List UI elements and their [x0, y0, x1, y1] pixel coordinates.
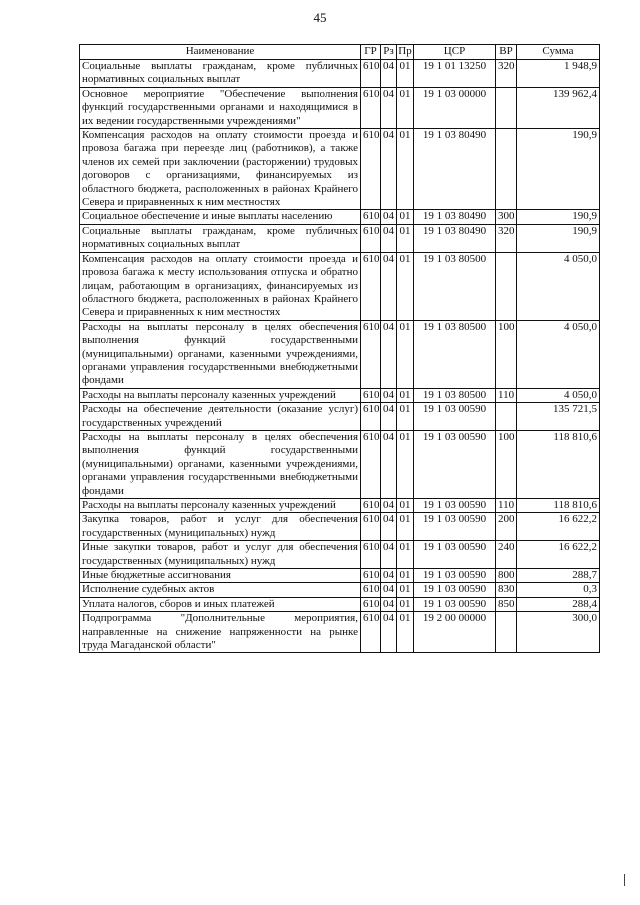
cell-name: Социальные выплаты гражданам, кроме публичных нормативных социальных выплат	[80, 224, 361, 252]
scan-mark	[624, 874, 625, 886]
cell-vr	[496, 87, 517, 128]
cell-pr: 01	[397, 541, 414, 569]
cell-name: Расходы на выплаты персоналу в целях обеспечения выполнения функций государственными (муниципальными) органами, казенными учреждениями, органами управления государственными внебюджетными фондами	[80, 320, 361, 388]
cell-gr: 610	[361, 320, 381, 388]
table-header-row	[80, 45, 600, 60]
table-row	[80, 87, 600, 128]
cell-vr	[496, 129, 517, 210]
cell-rz: 04	[381, 569, 397, 583]
cell-rz: 04	[381, 210, 397, 224]
cell-gr: 610	[361, 60, 381, 88]
cell-name: Основное мероприятие "Обеспечение выполнения функций государственными органами и находящимися в их ведении государственными учреждениями"	[80, 87, 361, 128]
cell-name: Исполнение судебных актов	[80, 583, 361, 597]
cell-rz: 04	[381, 129, 397, 210]
cell-vr: 100	[496, 430, 517, 498]
cell-sum: 4 050,0	[517, 388, 600, 402]
cell-name: Уплата налогов, сборов и иных платежей	[80, 597, 361, 611]
cell-gr: 610	[361, 403, 381, 431]
cell-sum: 4 050,0	[517, 320, 600, 388]
cell-sum: 118 810,6	[517, 430, 600, 498]
cell-csr: 19 1 03 00590	[414, 541, 496, 569]
cell-sum: 190,9	[517, 210, 600, 224]
cell-csr: 19 1 03 80500	[414, 252, 496, 320]
cell-vr	[496, 403, 517, 431]
budget-table	[79, 44, 600, 653]
table-row	[80, 388, 600, 402]
cell-vr: 320	[496, 60, 517, 88]
cell-pr: 01	[397, 388, 414, 402]
cell-rz: 04	[381, 597, 397, 611]
table-row	[80, 597, 600, 611]
cell-rz: 04	[381, 87, 397, 128]
cell-pr: 01	[397, 129, 414, 210]
cell-sum: 288,4	[517, 597, 600, 611]
cell-rz: 04	[381, 513, 397, 541]
cell-pr: 01	[397, 513, 414, 541]
cell-pr: 01	[397, 583, 414, 597]
cell-pr: 01	[397, 60, 414, 88]
cell-rz: 04	[381, 224, 397, 252]
cell-rz: 04	[381, 403, 397, 431]
cell-gr: 610	[361, 583, 381, 597]
cell-name: Иные бюджетные ассигнования	[80, 569, 361, 583]
cell-csr: 19 1 03 80490	[414, 224, 496, 252]
cell-vr: 110	[496, 388, 517, 402]
cell-vr: 830	[496, 583, 517, 597]
table-row	[80, 513, 600, 541]
table-row	[80, 129, 600, 210]
cell-rz: 04	[381, 430, 397, 498]
page-number: 45	[313, 10, 327, 25]
cell-rz: 04	[381, 583, 397, 597]
cell-csr: 19 1 03 00590	[414, 499, 496, 513]
cell-name: Иные закупки товаров, работ и услуг для обеспечения государственных (муниципальных) нужд	[80, 541, 361, 569]
cell-vr: 850	[496, 597, 517, 611]
cell-sum: 4 050,0	[517, 252, 600, 320]
cell-csr: 19 1 01 13250	[414, 60, 496, 88]
header-vr: ВР	[496, 45, 517, 60]
cell-vr: 320	[496, 224, 517, 252]
table-row	[80, 60, 600, 88]
cell-pr: 01	[397, 597, 414, 611]
cell-name: Закупка товаров, работ и услуг для обеспечения государственных (муниципальных) нужд	[80, 513, 361, 541]
cell-gr: 610	[361, 513, 381, 541]
cell-vr: 200	[496, 513, 517, 541]
cell-gr: 610	[361, 499, 381, 513]
cell-sum: 16 622,2	[517, 513, 600, 541]
cell-name: Социальные выплаты гражданам, кроме публичных нормативных социальных выплат	[80, 60, 361, 88]
cell-sum: 139 962,4	[517, 87, 600, 128]
cell-pr: 01	[397, 210, 414, 224]
cell-sum: 0,3	[517, 583, 600, 597]
header-sum: Сумма	[517, 45, 600, 60]
table-row	[80, 210, 600, 224]
cell-sum: 135 721,5	[517, 403, 600, 431]
table-row	[80, 252, 600, 320]
table-row	[80, 403, 600, 431]
cell-csr: 19 1 03 80490	[414, 210, 496, 224]
cell-gr: 610	[361, 224, 381, 252]
cell-gr: 610	[361, 430, 381, 498]
cell-csr: 19 1 03 80500	[414, 320, 496, 388]
cell-vr	[496, 252, 517, 320]
cell-name: Подпрограмма "Дополнительные мероприятия, направленные на снижение напряженности на рынке труда Магаданской области"	[80, 612, 361, 653]
cell-pr: 01	[397, 569, 414, 583]
table-row	[80, 430, 600, 498]
cell-csr: 19 1 03 00590	[414, 513, 496, 541]
header-rz: Рз	[381, 45, 397, 60]
cell-vr	[496, 612, 517, 653]
cell-name: Компенсация расходов на оплату стоимости проезда и провоза багажа при переезде лиц (работников), а также членов их семей при заключении (расторжении) трудовых договоров с организациями, финансируемых из областного бюджета, расположенных в районах Крайнего Севера и приравненных к ним местностях	[80, 129, 361, 210]
cell-rz: 04	[381, 252, 397, 320]
cell-vr: 800	[496, 569, 517, 583]
cell-name: Расходы на выплаты персоналу в целях обеспечения выполнения функций государственными (муниципальными) органами, казенными учреждениями, органами управления государственными внебюджетными фондами	[80, 430, 361, 498]
table-row	[80, 224, 600, 252]
cell-csr: 19 1 03 80490	[414, 129, 496, 210]
header-name: Наименование	[80, 45, 361, 60]
cell-sum: 288,7	[517, 569, 600, 583]
cell-vr: 110	[496, 499, 517, 513]
cell-pr: 01	[397, 87, 414, 128]
cell-pr: 01	[397, 612, 414, 653]
table-row	[80, 612, 600, 653]
cell-csr: 19 1 03 80500	[414, 388, 496, 402]
cell-csr: 19 1 03 00590	[414, 569, 496, 583]
cell-gr: 610	[361, 541, 381, 569]
cell-name: Расходы на выплаты персоналу казенных учреждений	[80, 388, 361, 402]
cell-sum: 1 948,9	[517, 60, 600, 88]
cell-gr: 610	[361, 129, 381, 210]
cell-csr: 19 1 03 00590	[414, 403, 496, 431]
cell-name: Компенсация расходов на оплату стоимости проезда и провоза багажа к месту использования отпуска и обратно лицам, работающим в организациях, финансируемых из областного бюджета, расположенных в районах Крайнего Севера и приравненных к ним местностях	[80, 252, 361, 320]
cell-rz: 04	[381, 60, 397, 88]
cell-rz: 04	[381, 612, 397, 653]
header-pr: Пр	[397, 45, 414, 60]
table-row	[80, 320, 600, 388]
cell-gr: 610	[361, 569, 381, 583]
cell-vr: 300	[496, 210, 517, 224]
cell-rz: 04	[381, 541, 397, 569]
cell-rz: 04	[381, 499, 397, 513]
table-row	[80, 541, 600, 569]
cell-pr: 01	[397, 403, 414, 431]
cell-pr: 01	[397, 499, 414, 513]
cell-sum: 190,9	[517, 129, 600, 210]
header-gr: ГР	[361, 45, 381, 60]
cell-gr: 610	[361, 210, 381, 224]
cell-rz: 04	[381, 388, 397, 402]
cell-pr: 01	[397, 430, 414, 498]
cell-pr: 01	[397, 320, 414, 388]
cell-csr: 19 2 00 00000	[414, 612, 496, 653]
cell-name: Расходы на обеспечение деятельности (оказание услуг) государственных учреждений	[80, 403, 361, 431]
cell-rz: 04	[381, 320, 397, 388]
table-row	[80, 499, 600, 513]
cell-csr: 19 1 03 00590	[414, 583, 496, 597]
cell-vr: 100	[496, 320, 517, 388]
cell-csr: 19 1 03 00590	[414, 430, 496, 498]
cell-name: Социальное обеспечение и иные выплаты населению	[80, 210, 361, 224]
cell-gr: 610	[361, 388, 381, 402]
cell-pr: 01	[397, 252, 414, 320]
cell-vr: 240	[496, 541, 517, 569]
cell-gr: 610	[361, 612, 381, 653]
cell-gr: 610	[361, 597, 381, 611]
cell-csr: 19 1 03 00000	[414, 87, 496, 128]
cell-gr: 610	[361, 252, 381, 320]
cell-csr: 19 1 03 00590	[414, 597, 496, 611]
cell-sum: 16 622,2	[517, 541, 600, 569]
cell-pr: 01	[397, 224, 414, 252]
cell-sum: 300,0	[517, 612, 600, 653]
header-csr: ЦСР	[414, 45, 496, 60]
cell-name: Расходы на выплаты персоналу казенных учреждений	[80, 499, 361, 513]
cell-gr: 610	[361, 87, 381, 128]
cell-sum: 118 810,6	[517, 499, 600, 513]
table-row	[80, 583, 600, 597]
table-row	[80, 569, 600, 583]
cell-sum: 190,9	[517, 224, 600, 252]
